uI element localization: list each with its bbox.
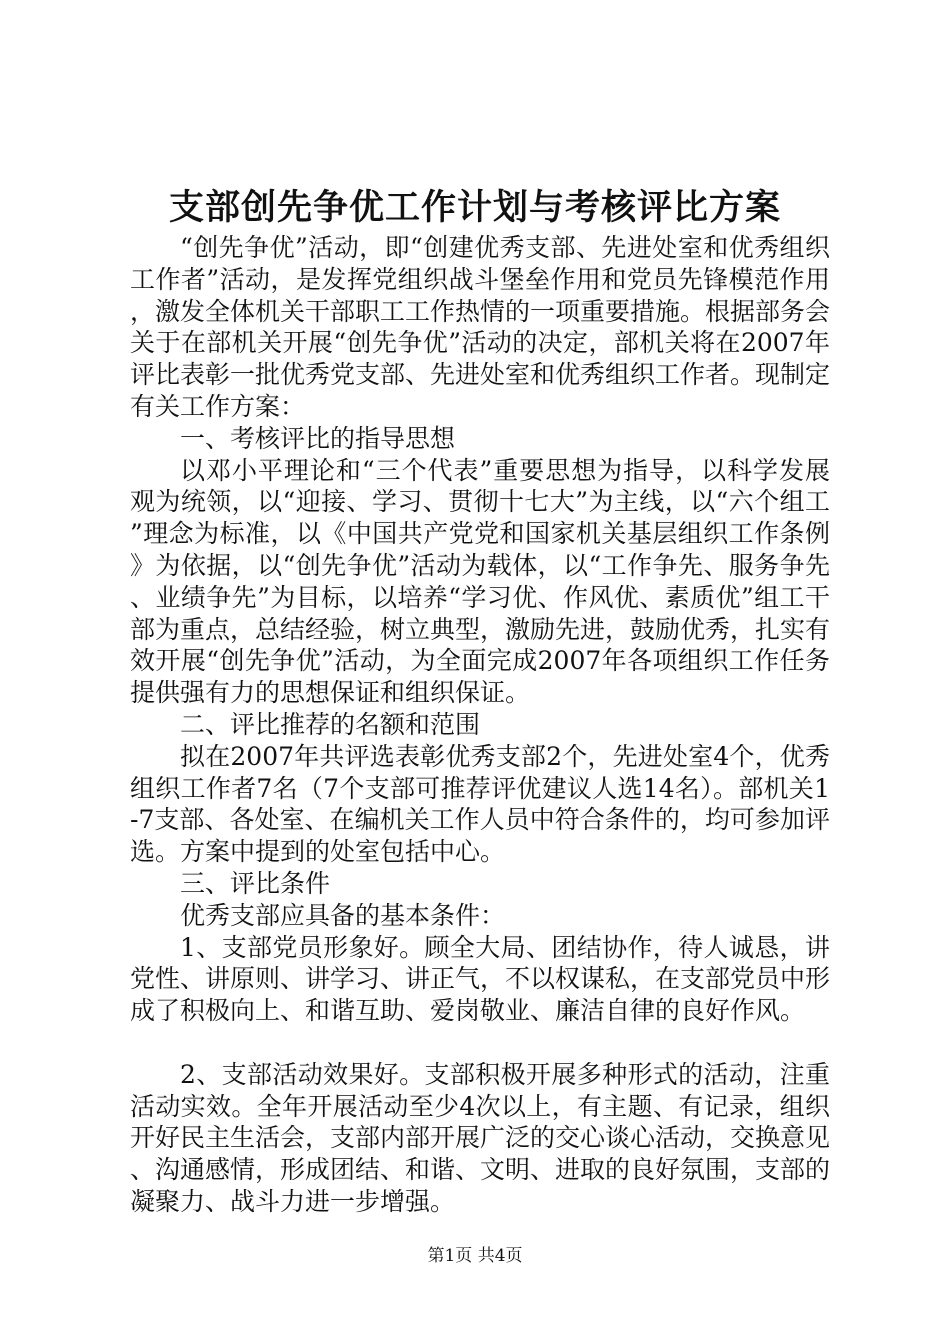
criteria-item-1: 1、支部党员形象好。顾全大局、团结协作，待人诚恳，讲党性、讲原则、讲学习、讲正气，不以权谋私，在支部党员中形成了积极向上、和谐互助、爱岗敬业、廉洁自律的良好作风。 [130, 932, 831, 1026]
section-heading-quota-scope: 二、评比推荐的名额和范围 [180, 709, 481, 739]
intro-paragraph: “创先争优”活动，即“创建优秀支部、先进处室和优秀组织工作者”活动，是发挥党组织战斗堡垒作用和党员先锋模范作用，激发全体机关干部职工工作热情的一项重要措施。根据部务会关于在部机关开展“创先争优”活动的决定，部机关将在2007年评比表彰一批优秀党支部、先进处室和优秀组织工作者。现制定有关工作方案： [130, 233, 831, 421]
page-footer: 第1页 共4页 [427, 1246, 523, 1266]
quota-scope-paragraph: 拟在2007年共评选表彰优秀支部2个，先进处室4个，优秀组织工作者7名（7个支部可推荐评优建议人选14名）。部机关1-7支部、各处室、在编机关工作人员中符合条件的，均可参加评选。方案中提到的处室包括中心。 [130, 741, 830, 867]
document-title: 支部创先争优工作计划与考核评比方案 [168, 188, 781, 228]
guiding-ideology-paragraph: 以邓小平理论和“三个代表”重要思想为指导，以科学发展观为统领，以“迎接、学习、贯彻十七大”为主线，以“六个组工”理念为标准，以《中国共产党党和国家机关基层组织工作条例》为依据，以“创先争优”活动为载体，以“工作争先、服务争先、业绩争先”为目标，以培养“学习优、作风优、素质优”组工干部为重点，总结经验，树立典型，激励先进，鼓励优秀，扎实有效开展“创先争优”活动，为全面完成2007年各项组织工作任务提供强有力的思想保证和组织保证。 [130, 455, 831, 708]
paragraph-gap [130, 1027, 830, 1059]
section-heading-criteria: 三、评比条件 [180, 868, 331, 898]
section-heading-guiding-ideology: 一、考核评比的指导思想 [180, 423, 456, 453]
criteria-subheading: 优秀支部应具备的基本条件： [180, 900, 506, 930]
document-body [130, 232, 830, 1218]
criteria-item-2: 2、支部活动效果好。支部积极开展多种形式的活动，注重活动实效。全年开展活动至少4次以上，有主题、有记录，组织开好民主生活会，支部内部开展广泛的交心谈心活动，交换意见、沟通感情，形成团结、和谐、文明、进取的良好氛围，支部的凝聚力、战斗力进一步增强。 [130, 1059, 831, 1216]
